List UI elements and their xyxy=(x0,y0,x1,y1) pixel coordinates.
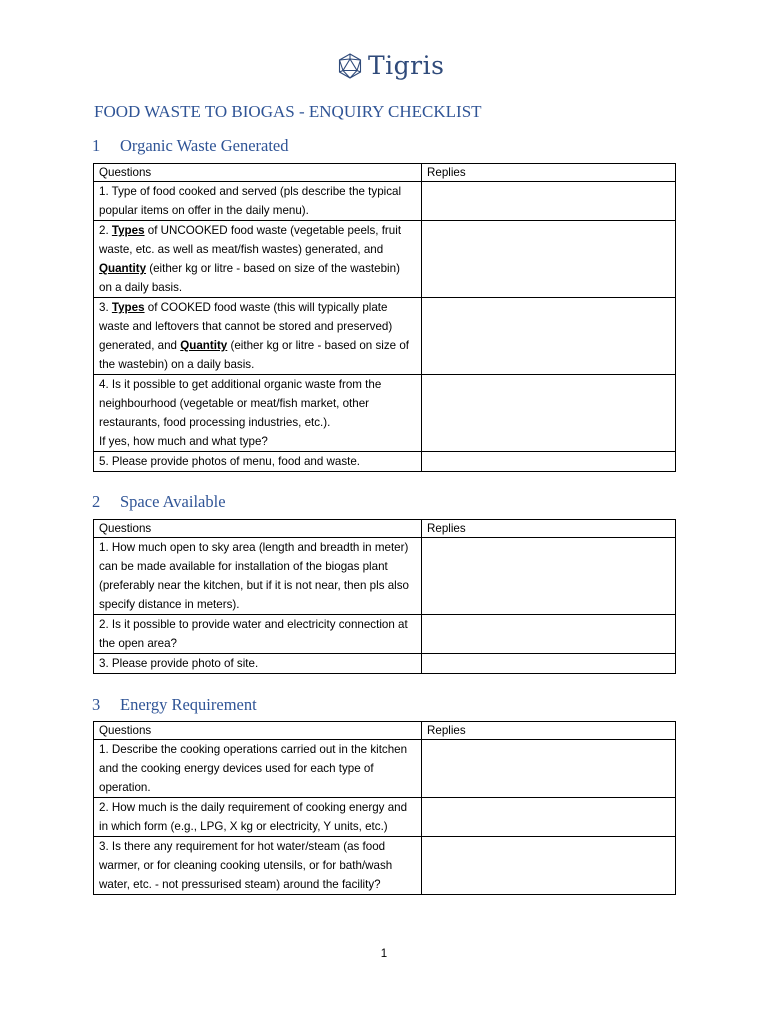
question-cell: 3. Please provide photo of site. xyxy=(94,654,422,674)
table-header-row xyxy=(94,722,676,740)
question-text: of xyxy=(144,224,161,237)
question-text: UNCOOKED xyxy=(160,224,228,237)
question-text: 4. Is it possible to get additional organic waste from the neighbourhood (vegetable or meat/fish market, other restaurants, food processing industries, etc.). xyxy=(99,378,382,429)
question-text: (either kg or litre - based on size of the wastebin) on a daily basis. xyxy=(99,262,400,294)
document-title: FOOD WASTE TO BIOGAS - ENQUIRY CHECKLIST xyxy=(94,102,482,121)
reply-cell[interactable] xyxy=(422,740,676,798)
organic-waste-table xyxy=(93,163,676,472)
table-row xyxy=(94,837,676,895)
table-row xyxy=(94,538,676,615)
reply-cell[interactable] xyxy=(422,298,676,375)
question-text: of xyxy=(144,301,161,314)
question-cell xyxy=(94,375,422,452)
energy-requirement-table xyxy=(93,721,676,895)
question-text: If yes, how much and what type? xyxy=(99,435,268,448)
replies-header: Replies xyxy=(422,520,676,538)
question-cell: 1. How much open to sky area (length and breadth in meter) can be made available for installation of the biogas plant (preferably near the kitchen, but if it is not near, then pls also specify distance in meters). xyxy=(94,538,422,615)
questions-header: Questions xyxy=(94,520,422,538)
table-row xyxy=(94,654,676,674)
emphasis-quantity: Quantity xyxy=(99,262,147,275)
section-number: 2 xyxy=(92,492,101,511)
table-row xyxy=(94,615,676,654)
company-logo xyxy=(338,50,444,82)
reply-cell[interactable] xyxy=(422,221,676,298)
reply-cell[interactable] xyxy=(422,654,676,674)
table-row xyxy=(94,798,676,837)
question-cell xyxy=(94,221,422,298)
icosahedron-icon xyxy=(338,53,362,79)
section-heading-organic-waste xyxy=(92,136,289,156)
question-cell: 1. Type of food cooked and served (pls describe the typical popular items on offer in the daily menu). xyxy=(94,182,422,221)
section-heading-space-available xyxy=(92,492,226,512)
logo-wordmark: Tigris xyxy=(368,51,445,80)
reply-cell[interactable] xyxy=(422,615,676,654)
table-row xyxy=(94,740,676,798)
table-row xyxy=(94,221,676,298)
section-title: Energy Requirement xyxy=(120,695,257,714)
question-text: COOKED xyxy=(160,301,211,314)
question-text: 2. xyxy=(99,224,112,237)
reply-cell[interactable] xyxy=(422,182,676,221)
table-row xyxy=(94,452,676,472)
questions-header: Questions xyxy=(94,722,422,740)
emphasis-types: Types xyxy=(111,224,145,237)
replies-header: Replies xyxy=(422,164,676,182)
reply-cell[interactable] xyxy=(422,538,676,615)
question-cell: 3. Is there any requirement for hot water/steam (as food warmer, or for cleaning cooking utensils, or for bath/wash water, etc. - not pressurised steam) around the facility? xyxy=(94,837,422,895)
question-cell xyxy=(94,298,422,375)
question-cell: 5. Please provide photos of menu, food and waste. xyxy=(94,452,422,472)
reply-cell[interactable] xyxy=(422,452,676,472)
space-available-table xyxy=(93,519,676,674)
question-text: food waste (vegetable peels, fruit waste, etc. as well as meat/fish wastes) generated, and xyxy=(99,224,402,256)
question-text: food waste (this will typically plate waste and leftovers that cannot be stored and preserved) generated, and xyxy=(99,301,393,352)
table-row xyxy=(94,182,676,221)
section-heading-energy-requirement xyxy=(92,695,257,715)
question-text: 3. xyxy=(99,301,112,314)
section-number: 1 xyxy=(92,136,101,155)
replies-header: Replies xyxy=(422,722,676,740)
questions-header: Questions xyxy=(94,164,422,182)
table-row xyxy=(94,298,676,375)
question-text: (either kg or litre - based on size of the wastebin) on a daily basis. xyxy=(99,339,409,371)
reply-cell[interactable] xyxy=(422,798,676,837)
section-title: Space Available xyxy=(120,492,226,511)
question-cell: 1. Describe the cooking operations carried out in the kitchen and the cooking energy devices used for each type of operation. xyxy=(94,740,422,798)
emphasis-types: Types xyxy=(111,301,145,314)
section-number: 3 xyxy=(92,695,101,714)
section-title: Organic Waste Generated xyxy=(120,136,289,155)
table-header-row xyxy=(94,520,676,538)
question-cell: 2. How much is the daily requirement of cooking energy and in which form (e.g., LPG, X kg or electricity, Y units, etc.) xyxy=(94,798,422,837)
table-row xyxy=(94,375,676,452)
question-cell: 2. Is it possible to provide water and electricity connection at the open area? xyxy=(94,615,422,654)
table-header-row xyxy=(94,164,676,182)
emphasis-quantity: Quantity xyxy=(180,339,228,352)
page-number: 1 xyxy=(380,948,388,960)
reply-cell[interactable] xyxy=(422,375,676,452)
reply-cell[interactable] xyxy=(422,837,676,895)
